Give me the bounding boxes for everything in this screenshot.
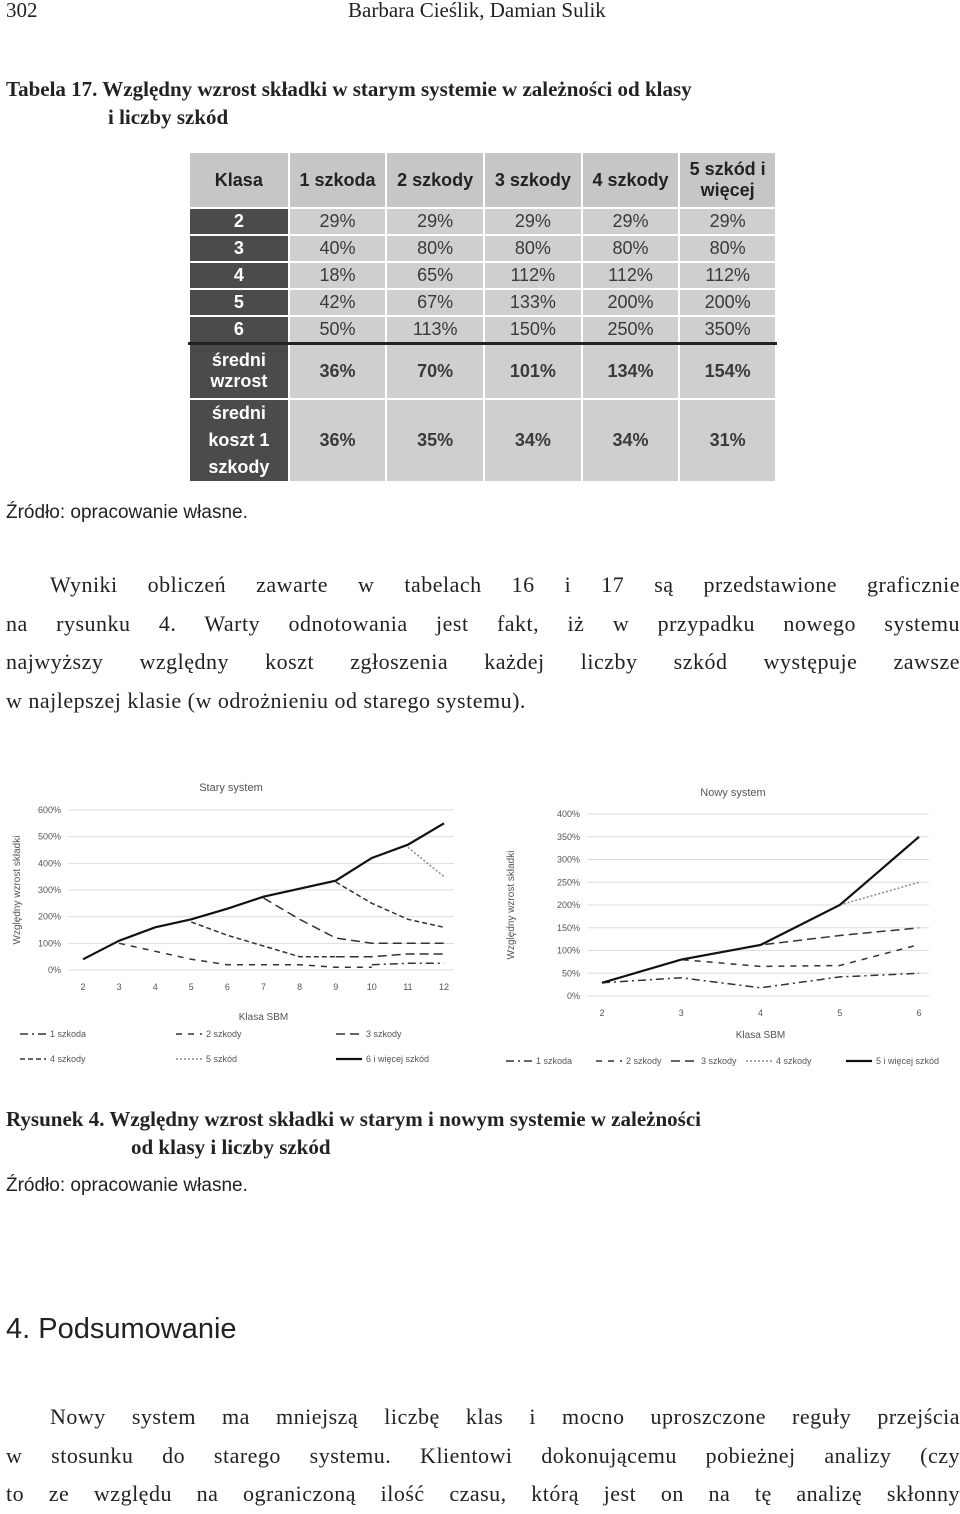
page-header	[6, 0, 954, 28]
table-cell: 112%	[582, 262, 680, 289]
table-row	[189, 235, 776, 262]
row-label: średni wzrost	[189, 343, 289, 399]
series-line	[83, 823, 444, 959]
series-line	[372, 963, 444, 964]
table-row	[189, 316, 776, 343]
table-row	[189, 289, 776, 316]
table-header-row	[189, 152, 776, 208]
table-17	[188, 151, 777, 483]
legend-label: 3 szkody	[701, 1056, 737, 1066]
x-tick-label: 9	[333, 982, 339, 992]
y-tick-label: 500%	[37, 831, 61, 842]
series-line	[408, 847, 444, 876]
table-cell: 80%	[582, 235, 680, 262]
legend-label: 2 szkody	[206, 1029, 242, 1039]
figure-source: Źródło: opracowanie własne.	[6, 1175, 248, 1196]
y-tick-label: 400%	[556, 809, 580, 819]
col-header: 5 szkód i więcej	[679, 152, 776, 208]
x-axis-label: Klasa SBM	[735, 1030, 786, 1041]
chart-title: Stary system	[199, 782, 263, 794]
table-cell: 34%	[484, 399, 582, 482]
x-tick-label: 2	[80, 982, 86, 992]
y-tick-label: 200%	[37, 911, 61, 922]
series-line	[602, 837, 919, 983]
y-tick-label: 150%	[556, 922, 580, 933]
row-label: 5	[189, 289, 289, 316]
y-tick-label: 100%	[556, 945, 580, 956]
table-row	[189, 208, 776, 235]
col-header: Klasa	[189, 152, 289, 208]
table-cell: 200%	[582, 289, 680, 316]
table-cell: 80%	[386, 235, 484, 262]
table-cell: 112%	[484, 262, 582, 289]
table-cell: 29%	[484, 208, 582, 235]
table-cell: 29%	[386, 208, 484, 235]
table-cell: 350%	[679, 316, 776, 343]
table-cell: 42%	[289, 289, 387, 316]
figure-caption: Rysunek 4. Względny wzrost składki w starym i nowym systemie w zależności od klasy i liczby szkód	[6, 1107, 701, 1159]
x-tick-label: 7	[260, 982, 267, 992]
legend-label: 1 szkoda	[50, 1029, 87, 1039]
table-cell: 31%	[679, 399, 776, 482]
legend-label: 3 szkody	[366, 1029, 402, 1039]
legend-label: 6 i więcej szkód	[366, 1054, 430, 1064]
y-axis-label: Względny wzrost składki	[12, 835, 23, 945]
x-tick-label: 2	[599, 1008, 605, 1018]
table-cell: 65%	[386, 262, 484, 289]
table-cell: 67%	[386, 289, 484, 316]
figure-4	[6, 770, 960, 1080]
table-cell: 50%	[289, 316, 387, 343]
page-number: 302	[6, 0, 38, 22]
y-tick-label: 300%	[556, 854, 580, 865]
y-tick-label: 0%	[47, 965, 61, 975]
y-tick-label: 0%	[566, 991, 580, 1001]
series-line	[602, 928, 919, 983]
chart-title: Nowy system	[700, 787, 766, 799]
text-line: to ze względu na ograniczoną ilość czasu, którą jest on na tę analizę skłonny	[6, 1481, 960, 1506]
table-cell: 134%	[582, 343, 680, 399]
table-cell: 250%	[582, 316, 680, 343]
figure-4-charts	[6, 770, 960, 1080]
paragraph-1	[6, 566, 960, 720]
table-cell: 29%	[679, 208, 776, 235]
series-line	[119, 943, 372, 967]
y-tick-label: 600%	[37, 805, 61, 815]
table-cell: 80%	[679, 235, 776, 262]
table-cell: 36%	[289, 343, 387, 399]
x-tick-label: 5	[837, 1008, 843, 1018]
x-tick-label: 11	[403, 982, 413, 992]
table-cell: 80%	[484, 235, 582, 262]
table-cell: 154%	[679, 343, 776, 399]
table-cell: 101%	[484, 343, 582, 399]
row-label: 3	[189, 235, 289, 262]
x-tick-label: 8	[297, 982, 303, 992]
y-tick-label: 350%	[556, 831, 580, 842]
table-source: Źródło: opracowanie własne.	[6, 502, 248, 523]
table-cell: 40%	[289, 235, 387, 262]
text-line: najwyższy względny koszt zgłoszenia każdej liczby szkód występuje zawsze	[6, 649, 960, 674]
y-tick-label: 250%	[556, 877, 580, 888]
table-cell: 150%	[484, 316, 582, 343]
table-caption: Tabela 17. Względny wzrost składki w starym systemie w zależności od klasy i liczby szkód	[6, 77, 692, 129]
section-title: 4. Podsumowanie	[6, 1313, 237, 1345]
text-line: Nowy system ma mniejszą liczbę klas i mocno uproszczone reguły przejścia	[50, 1404, 960, 1429]
x-tick-label: 6	[224, 982, 230, 992]
row-label: 6	[189, 316, 289, 343]
series-line	[602, 973, 919, 988]
y-tick-label: 100%	[37, 938, 61, 949]
x-tick-label: 10	[366, 982, 377, 992]
table-cell: 18%	[289, 262, 387, 289]
table-cell: 133%	[484, 289, 582, 316]
y-tick-label: 50%	[561, 968, 580, 979]
table-cell: 200%	[679, 289, 776, 316]
table-cell: 29%	[582, 208, 680, 235]
x-tick-label: 4	[757, 1008, 764, 1018]
table-row	[189, 399, 776, 482]
col-header: 4 szkody	[582, 152, 680, 208]
legend-label: 1 szkoda	[536, 1056, 573, 1066]
row-label: 2	[189, 208, 289, 235]
x-tick-label: 3	[678, 1008, 684, 1018]
table-row	[189, 343, 776, 399]
col-header: 3 szkody	[484, 152, 582, 208]
series-line	[336, 954, 444, 957]
row-label: 4	[189, 262, 289, 289]
y-tick-label: 400%	[37, 858, 61, 869]
table-cell: 36%	[289, 399, 387, 482]
row-label: średni koszt 1 szkody	[189, 399, 289, 482]
legend-label: 5 szkód	[206, 1054, 238, 1064]
text-line: Wyniki obliczeń zawarte w tabelach 16 i 17 są przedstawione graficznie	[50, 572, 960, 597]
legend-label: 5 i więcej szkód	[876, 1056, 940, 1066]
table-cell: 35%	[386, 399, 484, 482]
x-tick-label: 5	[188, 982, 194, 992]
x-tick-label: 6	[916, 1008, 922, 1018]
series-line	[336, 882, 444, 927]
table-cell: 70%	[386, 343, 484, 399]
table-cell: 113%	[386, 316, 484, 343]
paragraph-2	[6, 1398, 960, 1514]
y-axis-label: Względny wzrost składki	[506, 850, 517, 960]
x-tick-label: 12	[438, 982, 450, 992]
x-tick-label: 4	[152, 982, 158, 992]
legend-label: 4 szkody	[776, 1056, 812, 1066]
table-cell: 29%	[289, 208, 387, 235]
text-line: na rysunku 4. Warty odnotowania jest fakt, iż w przypadku nowego systemu	[6, 610, 960, 636]
text-line: w stosunku do starego systemu. Klientowi dokonującemu pobieżnej analizy (czy	[6, 1442, 960, 1468]
legend-label: 4 szkody	[50, 1054, 86, 1064]
legend-label: 2 szkody	[626, 1056, 662, 1066]
col-header: 1 szkoda	[289, 152, 387, 208]
table-cell: 34%	[582, 399, 680, 482]
y-tick-label: 300%	[37, 885, 61, 895]
running-header-authors: Barbara Cieślik, Damian Sulik	[348, 0, 606, 22]
col-header: 2 szkody	[386, 152, 484, 208]
table-row	[189, 262, 776, 289]
table-cell: 112%	[679, 262, 776, 289]
text-line: w najlepszej klasie (w odrożnieniu od starego systemu).	[6, 687, 526, 713]
y-tick-label: 200%	[556, 900, 580, 910]
x-axis-label: Klasa SBM	[238, 1012, 289, 1023]
x-tick-label: 3	[116, 982, 122, 992]
